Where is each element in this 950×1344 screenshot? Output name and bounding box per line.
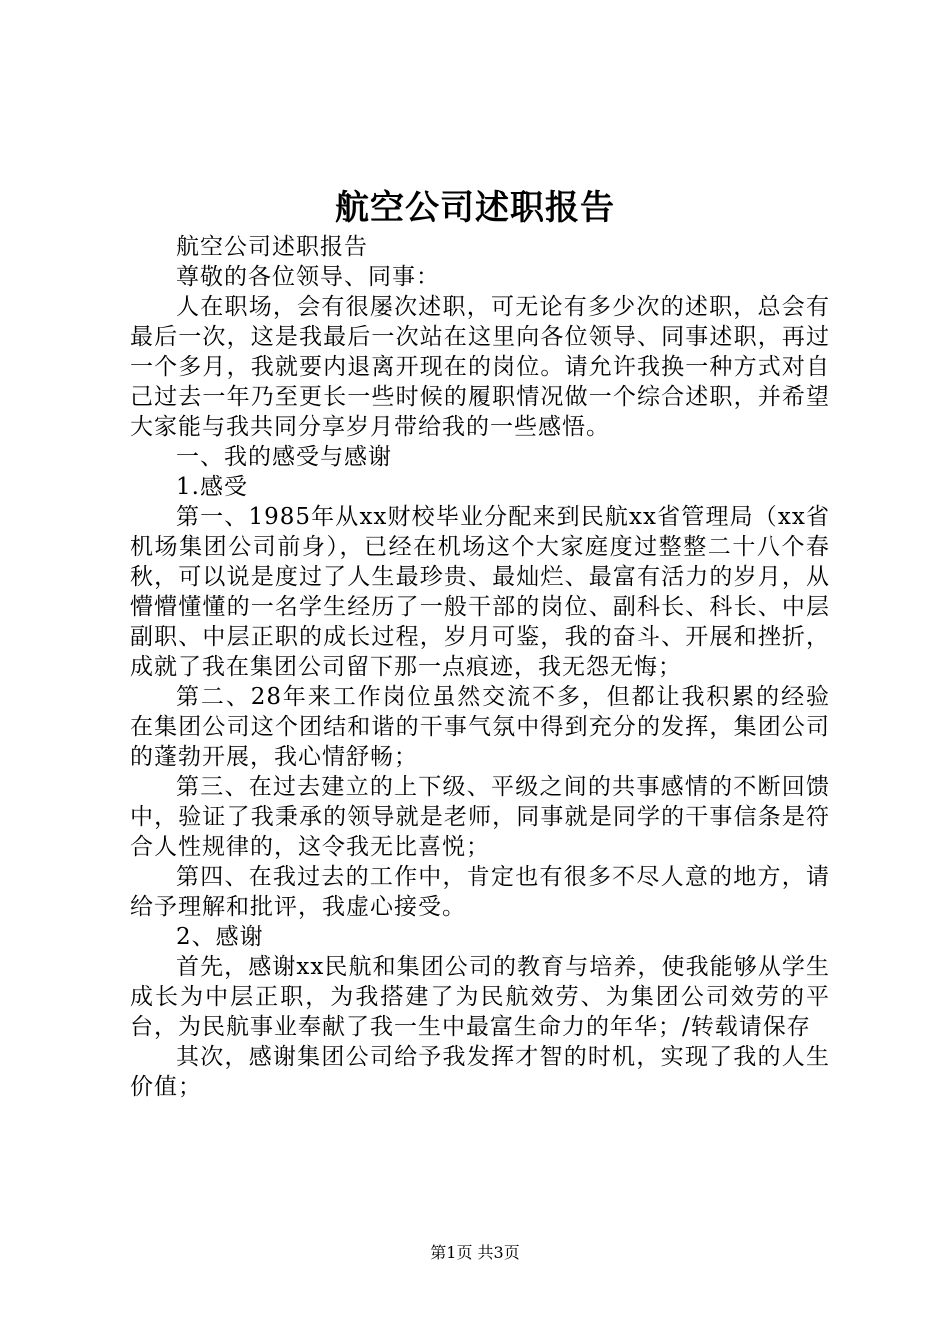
subheading-feelings: 1.感受 bbox=[176, 474, 248, 500]
document-body bbox=[130, 232, 830, 1102]
paragraph-subtitle: 航空公司述职报告 bbox=[176, 234, 368, 260]
paragraph-salutation: 尊敬的各位领导、同事： bbox=[176, 264, 440, 290]
paragraph-second: 第二、28年来工作岗位虽然交流不多，但都让我积累的经验在集团公司这个团结和谐的干事气氛中得到充分的发挥，集团公司的蓬勃开展，我心情舒畅； bbox=[130, 684, 830, 770]
paragraph-thanks-first: 首先，感谢xx民航和集团公司的教育与培养，使我能够从学生成长为中层正职，为我搭建了为民航效劳、为集团公司效劳的平台，为民航事业奉献了我一生中最富生命力的年华；/转载请保存 bbox=[130, 954, 830, 1040]
paragraph-fourth: 第四、在我过去的工作中，肯定也有很多不尽人意的地方，请给予理解和批评，我虚心接受。 bbox=[130, 864, 830, 920]
document-title: 航空公司述职报告 bbox=[335, 188, 615, 228]
page-footer: 第1页 共3页 bbox=[430, 1243, 520, 1262]
paragraph-thanks-second: 其次，感谢集团公司给予我发挥才智的时机，实现了我的人生价值； bbox=[130, 1044, 830, 1100]
paragraph-intro: 人在职场，会有很屡次述职，可无论有多少次的述职，总会有最后一次，这是我最后一次站在这里向各位领导、同事述职，再过一个多月，我就要内退离开现在的岗位。请允许我换一种方式对自己过去一年乃至更长一些时候的履职情况做一个综合述职，并希望大家能与我共同分享岁月带给我的一些感悟。 bbox=[130, 294, 830, 440]
section-heading-feelings-thanks: 一、我的感受与感谢 bbox=[176, 444, 392, 470]
subheading-thanks: 2、感谢 bbox=[176, 924, 264, 950]
paragraph-first: 第一、1985年从xx财校毕业分配来到民航xx省管理局（xx省机场集团公司前身），已经在机场这个大家庭度过整整二十八个春秋，可以说是度过了人生最珍贵、最灿烂、最富有活力的岁月，从懵懵懂懂的一名学生经历了一般干部的岗位、副科长、科长、中层副职、中层正职的成长过程，岁月可鉴，我的奋斗、开展和挫折，成就了我在集团公司留下那一点痕迹，我无怨无悔； bbox=[130, 504, 830, 680]
paragraph-third: 第三、在过去建立的上下级、平级之间的共事感情的不断回馈中，验证了我秉承的领导就是老师，同事就是同学的干事信条是符合人性规律的，这令我无比喜悦； bbox=[130, 774, 830, 860]
